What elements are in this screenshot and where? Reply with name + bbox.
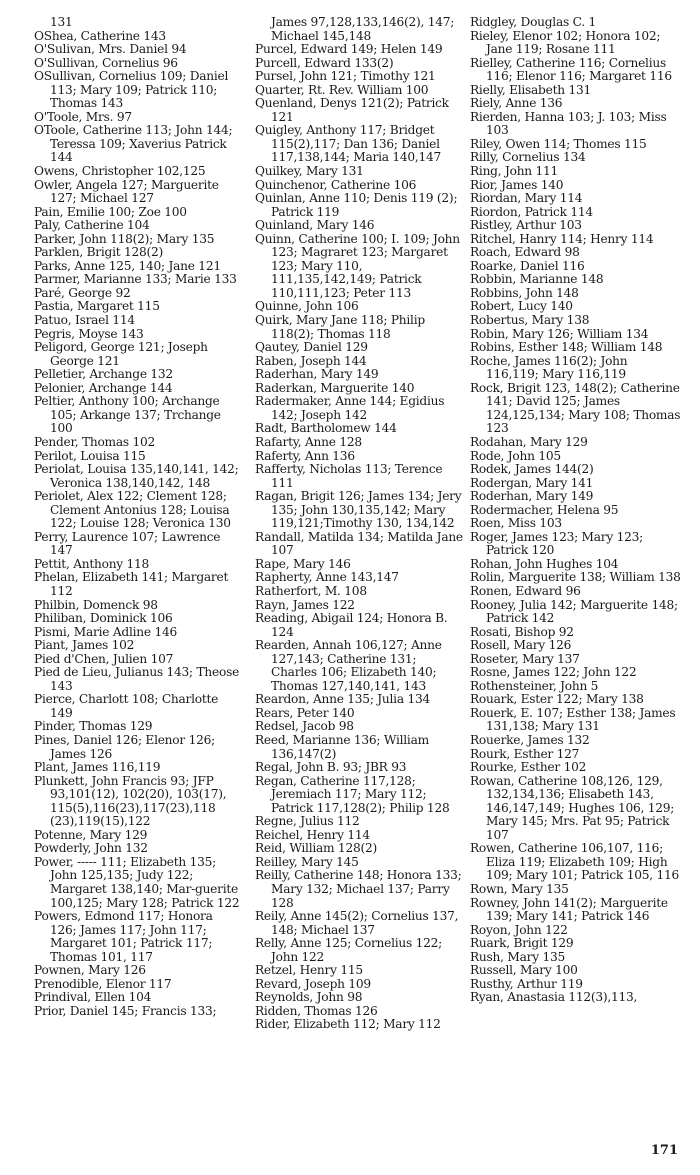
index-column-2 xyxy=(255,16,463,1032)
index-entry: Pierce, Charlott 108; Charlotte 149 xyxy=(34,692,219,720)
index-entry: Pied d'Chen, Julien 107 xyxy=(34,651,174,666)
index-entry: Rusthy, Arthur 119 xyxy=(470,976,583,991)
index-entry: Rielley, Catherine 116; Cornelius 116; Elenor 116; Margaret 116 xyxy=(470,55,672,84)
index-entry: Rown, Mary 135 xyxy=(470,882,569,896)
index-entry: Periolat, Louisa 135,140,141, 142; Veronica 138,140,142, 148 xyxy=(34,462,239,490)
index-entry: Rior, James 140 xyxy=(470,177,564,192)
index-entry: Perry, Laurence 107; Lawrence 147 xyxy=(34,529,221,558)
index-entry: Prior, Daniel 145; Francis 133; xyxy=(34,1003,217,1018)
index-entry: Rierden, Hanna 103; J. 103; Miss 103 xyxy=(470,109,667,138)
index-entry: Pied de Lieu, Julianus 143; Theose 143 xyxy=(34,665,240,693)
index-entry: Pelletier, Archange 132 xyxy=(34,367,173,382)
index-entry: Rowney, John 141(2); Marguerite 139; Mary 141; Patrick 146 xyxy=(470,895,668,924)
index-entry: Rouerk, E. 107; Esther 138; James 131,138; Mary 131 xyxy=(470,705,676,734)
index-entry: Reichel, Henry 114 xyxy=(255,827,370,842)
index-entry: Powderly, John 132 xyxy=(34,841,148,856)
index-entry: Rosell, Mary 126 xyxy=(470,638,572,653)
index-entry: Rearden, Annah 106,127; Anne 127,143; Catherine 131; Charles 106; Elizabeth 140; Thomas 127,140,141, 143 xyxy=(255,638,442,693)
index-entry: Radt, Bartholomew 144 xyxy=(255,421,397,436)
index-entry: Rourke, Esther 102 xyxy=(470,760,587,775)
index-entry-continued: 131 xyxy=(50,15,73,29)
index-entry: Reed, Marianne 136; William 136,147(2) xyxy=(255,732,429,761)
index-entry: Philbin, Domenck 98 xyxy=(34,597,158,612)
index-entry: Ridden, Thomas 126 xyxy=(255,1003,378,1018)
index-entry: Redsel, Jacob 98 xyxy=(255,719,354,734)
index-entry: Pursel, John 121; Timothy 121 xyxy=(255,69,436,84)
index-entry: Rouark, Ester 122; Mary 138 xyxy=(470,692,644,707)
index-entry: Ratherfort, M. 108 xyxy=(255,583,367,598)
index-entry: Pender, Thomas 102 xyxy=(34,434,155,449)
index-entry: Robbin, Marianne 148 xyxy=(470,272,604,287)
index-entry: Pelonier, Archange 144 xyxy=(34,380,173,395)
index-entry: Riordon, Patrick 114 xyxy=(470,204,593,219)
index-entry: Pettit, Anthony 118 xyxy=(34,556,150,571)
index-entry: Rodermacher, Helena 95 xyxy=(470,502,619,517)
index-entry: Plunkett, John Francis 93; JFP 93,101(12), 102(20), 103(17), 115(5),116(23),117(23),118 (23),119(15),122 xyxy=(34,773,227,829)
index-entry: Rothensteiner, John 5 xyxy=(470,678,599,693)
index-entry: Rapherty, Anne 143,147 xyxy=(255,570,399,585)
index-entry: Roseter, Mary 137 xyxy=(470,651,580,666)
index-entry: Prindival, Ellen 104 xyxy=(34,990,152,1005)
index-entry: Purcell, Edward 133(2) xyxy=(255,55,394,70)
index-entry: Rodahan, Mary 129 xyxy=(470,434,588,449)
index-entry: Rouerke, James 132 xyxy=(470,732,590,747)
index-entry: O'Sullivan, Cornelius 96 xyxy=(34,55,178,70)
index-entry: Robertus, Mary 138 xyxy=(470,313,590,328)
index-entry: Pismi, Marie Adline 146 xyxy=(34,624,177,639)
index-entry: Pastia, Margaret 115 xyxy=(34,299,160,314)
index-entry: Rayn, James 122 xyxy=(255,597,355,612)
index-entry: Ryan, Anastasia 112(3),113, xyxy=(470,990,638,1005)
index-entry: Revard, Joseph 109 xyxy=(255,976,371,991)
index-entry: Rosati, Bishop 92 xyxy=(470,624,574,639)
index-entry: Piant, James 102 xyxy=(34,638,135,653)
index-entry: Potenne, Mary 129 xyxy=(34,827,148,842)
index-entry: Owler, Angela 127; Marguerite 127; Michael 127 xyxy=(34,177,219,206)
index-entry: Rafferty, Nicholas 113; Terence 111 xyxy=(255,462,443,490)
index-entry: Quarter, Rt. Rev. William 100 xyxy=(255,82,429,97)
index-entry: Rilly, Cornelius 134 xyxy=(470,150,586,165)
index-entry: Reily, Anne 145(2); Cornelius 137, 148; Michael 137 xyxy=(255,909,459,937)
index-entry: Periolet, Alex 122; Clement 128; Clement Antonius 128; Louisa 122; Louise 128; Veronica 130 xyxy=(34,489,231,531)
index-entry: Rooney, Julia 142; Marguerite 148; Patrick 142 xyxy=(470,597,678,626)
index-entry: Robin, Mary 126; William 134 xyxy=(470,326,649,341)
index-entry: Rider, Elizabeth 112; Mary 112 xyxy=(255,1017,441,1032)
index-entry: Ring, John 111 xyxy=(470,164,559,179)
index-entry: Rohan, John Hughes 104 xyxy=(470,556,619,571)
index-entry: Roen, Miss 103 xyxy=(470,516,562,531)
index-entry: Riley, Owen 114; Thomes 115 xyxy=(470,136,647,151)
index-entry: Plant, James 116,119 xyxy=(34,760,161,775)
index-entry: Purcel, Edward 149; Helen 149 xyxy=(255,42,443,57)
index-entry: Reilley, Mary 145 xyxy=(255,854,359,869)
index-entry: OSullivan, Cornelius 109; Daniel 113; Mary 109; Patrick 110; Thomas 143 xyxy=(34,69,229,111)
index-entry: Relly, Anne 125; Cornelius 122; John 122 xyxy=(255,936,442,964)
index-entry: Rosne, James 122; John 122 xyxy=(470,665,637,680)
index-entry: Rock, Brigit 123, 148(2); Catherine 141; David 125; James 124,125,134; Mary 108; Thomas 123 xyxy=(470,380,681,436)
index-entry: Quilkey, Mary 131 xyxy=(255,164,364,179)
index-entry: O'Toole, Mrs. 97 xyxy=(34,109,132,124)
index-entry: Reynolds, John 98 xyxy=(255,990,363,1005)
index-entry: Roarke, Daniel 116 xyxy=(470,258,585,273)
index-entry: Quenland, Denys 121(2); Patrick 121 xyxy=(255,96,449,124)
index-entry: Patuo, Israel 114 xyxy=(34,313,135,328)
index-entry: Pinder, Thomas 129 xyxy=(34,719,153,734)
index-entry: Quinne, John 106 xyxy=(255,299,359,314)
index-entry: Retzel, Henry 115 xyxy=(255,963,363,978)
index-entry: Parmer, Marianne 133; Marie 133 xyxy=(34,272,237,287)
index-entry: Paré, George 92 xyxy=(34,285,131,300)
index-entry: Rourk, Esther 127 xyxy=(470,746,580,761)
index-entry-continued: James 97,128,133,146(2), 147; Michael 145,148 xyxy=(271,15,455,43)
index-entry: Ridgley, Douglas C. 1 xyxy=(470,15,596,29)
index-entry: Rafarty, Anne 128 xyxy=(255,434,362,449)
index-entry: Rape, Mary 146 xyxy=(255,556,351,571)
index-entry: Quinchenor, Catherine 106 xyxy=(255,177,417,192)
index-entry: Pegris, Moyse 143 xyxy=(34,326,144,341)
index-entry: Rieley, Elenor 102; Honora 102; Jane 119; Rosane 111 xyxy=(470,28,661,57)
index-entry: Pain, Emilie 100; Zoe 100 xyxy=(34,204,187,219)
index-column-3 xyxy=(470,16,682,1005)
page-number: 171 xyxy=(650,1143,678,1158)
index-entry: Robbins, John 148 xyxy=(470,285,579,300)
index-entry: Roach, Edward 98 xyxy=(470,245,580,260)
index-entry: Russell, Mary 100 xyxy=(470,963,578,978)
index-entry: Randall, Matilda 134; Matilda Jane 107 xyxy=(255,529,463,558)
index-entry: Power, ----- 111; Elizabeth 135; John 125,135; Judy 122; Margaret 138,140; Mar-guerite 100,125; Mary 128; Patrick 122 xyxy=(34,854,240,910)
index-entry: Quigley, Anthony 117; Bridget 115(2),117; Dan 136; Daniel 117,138,144; Maria 140,147 xyxy=(255,123,442,165)
index-entry: Roger, James 123; Mary 123; Patrick 120 xyxy=(470,529,644,558)
index-entry: Paly, Catherine 104 xyxy=(34,218,150,233)
index-entry: Pownen, Mary 126 xyxy=(34,963,146,978)
index-entry: Rowen, Catherine 106,107, 116; Eliza 119; Elizabeth 109; High 109; Mary 101; Patrick 105, 116 xyxy=(470,841,679,883)
index-entry: Peltier, Anthony 100; Archange 105; Arkange 137; Trchange 100 xyxy=(34,394,221,436)
index-entry: O'Sulivan, Mrs. Daniel 94 xyxy=(34,42,187,57)
index-entry: Royon, John 122 xyxy=(470,922,568,937)
index-entry: Rodek, James 144(2) xyxy=(470,462,594,477)
index-entry: Ronen, Edward 96 xyxy=(470,583,581,598)
index-entry: Parker, John 118(2); Mary 135 xyxy=(34,231,215,246)
index-entry: Parks, Anne 125, 140; Jane 121 xyxy=(34,258,221,273)
index-entry: OShea, Catherine 143 xyxy=(34,28,166,43)
index-entry: Quinland, Mary 146 xyxy=(255,218,375,233)
index-entry: Pines, Daniel 126; Elenor 126; James 126 xyxy=(34,732,215,761)
index-entry: Roderhan, Mary 149 xyxy=(470,489,594,504)
index-entry: Prenodible, Elenor 117 xyxy=(34,976,172,991)
index-entry: Philiban, Dominick 106 xyxy=(34,611,173,626)
index-entry: Rolin, Marguerite 138; William 138 xyxy=(470,570,681,585)
index-entry: Rielly, Elisabeth 131 xyxy=(470,82,591,97)
index-entry: Reardon, Anne 135; Julia 134 xyxy=(255,692,430,707)
index-entry: Ritchel, Hanry 114; Henry 114 xyxy=(470,231,654,246)
index-entry: Robert, Lucy 140 xyxy=(470,299,573,314)
index-entry: Roche, James 116(2); John 116,119; Mary 116,119 xyxy=(470,353,628,382)
index-entry: Riordan, Mary 114 xyxy=(470,191,583,206)
index-entry: Robins, Esther 148; William 148 xyxy=(470,340,663,355)
index-entry: Reading, Abigail 124; Honora B. 124 xyxy=(255,611,448,639)
index-entry: Regal, John B. 93; JBR 93 xyxy=(255,760,407,775)
index-entry: Ruark, Brigit 129 xyxy=(470,936,574,951)
index-entry: Regne, Julius 112 xyxy=(255,814,360,829)
index-entry: Phelan, Elizabeth 141; Margaret 112 xyxy=(34,570,229,598)
index-entry: Rode, John 105 xyxy=(470,448,561,463)
index-entry: OToole, Catherine 113; John 144; Teressa 109; Xaverius Patrick 144 xyxy=(34,123,233,165)
index-entry: Powers, Edmond 117; Honora 126; James 117; John 117; Margaret 101; Patrick 117; Thomas 101, 117 xyxy=(34,909,213,964)
index-entry: Raderkan, Marguerite 140 xyxy=(255,380,415,395)
index-column-1 xyxy=(34,16,240,1018)
index-entry: Quirk, Mary Jane 118; Philip 118(2); Thomas 118 xyxy=(255,313,425,341)
index-entry: Quinn, Catherine 100; I. 109; John 123; Magraret 123; Margaret 123; Mary 110, 111,135,142,149; Patrick 110,111,123; Peter 113 xyxy=(255,231,460,300)
index-entry: Reilly, Catherine 148; Honora 133; Mary 132; Michael 137; Parry 128 xyxy=(255,868,462,910)
index-entry: Raferty, Ann 136 xyxy=(255,448,355,463)
index-entry: Parklen, Brigit 128(2) xyxy=(34,245,164,260)
index-entry: Quinlan, Anne 110; Denis 119 (2); Patrick 119 xyxy=(255,191,458,219)
index-entry: Qautey, Daniel 129 xyxy=(255,340,368,355)
index-entry: Reid, William 128(2) xyxy=(255,841,377,856)
index-entry: Rodergan, Mary 141 xyxy=(470,475,594,490)
index-entry: Ragan, Brigit 126; James 134; Jery 135; John 130,135,142; Mary 119,121;Timothy 130, 134,142 xyxy=(255,489,462,531)
index-entry: Riely, Anne 136 xyxy=(470,96,563,111)
index-entry: Raben, Joseph 144 xyxy=(255,353,367,368)
index-entry: Rears, Peter 140 xyxy=(255,705,355,720)
index-entry: Peligord, George 121; Joseph George 121 xyxy=(34,340,208,368)
index-entry: Rush, Mary 135 xyxy=(470,949,565,964)
index-entry: Raderhan, Mary 149 xyxy=(255,367,379,382)
index-entry: Radermaker, Anne 144; Egidius 142; Joseph 142 xyxy=(255,394,445,422)
index-entry: Regan, Catherine 117,128; Jeremiach 117; Mary 112; Patrick 117,128(2); Philip 128 xyxy=(255,773,450,815)
index-entry: Perilot, Louisa 115 xyxy=(34,448,146,463)
index-entry: Owens, Christopher 102,125 xyxy=(34,164,206,179)
index-entry: Ristley, Arthur 103 xyxy=(470,218,582,233)
index-entry: Rowan, Catherine 108,126, 129, 132,134,136; Elisabeth 143, 146,147,149; Hughes 106, 129; Mary 145; Mrs. Pat 95; Patrick 107 xyxy=(470,773,675,842)
